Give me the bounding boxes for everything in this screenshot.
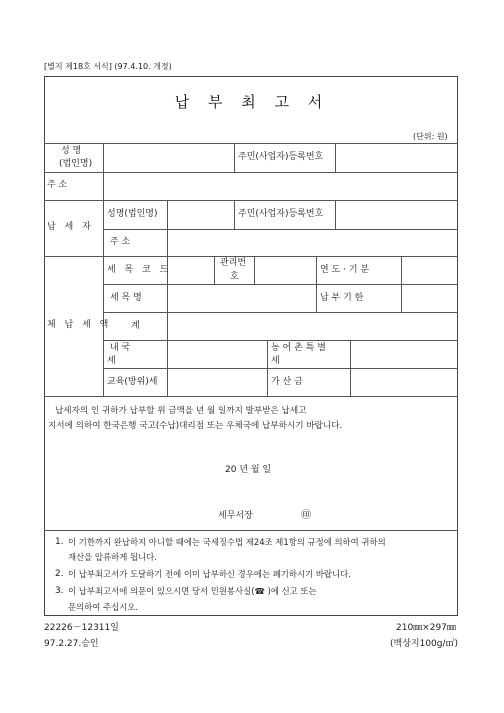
note-2-text: 이 납부최고서가 도달하기 전에 이미 납부하신 경우에는 폐기하시기 바랍니다. (68, 569, 351, 579)
name-label: 성 명 (61, 146, 82, 156)
tax-code-label: 세 목 코 드 (107, 265, 172, 275)
name-label-sub: (법인명) (59, 159, 93, 169)
arrears-label: 체 납 세 액 (47, 320, 112, 330)
mgmt-no-label: 관리번 (220, 258, 247, 268)
tax-item-label: 세 목 명 (110, 293, 142, 303)
taxpayer-reg-field[interactable] (336, 201, 457, 228)
domestic-tax-label: 내 국 (110, 343, 131, 353)
rural-tax-label: 농 어 촌 특 별 (271, 343, 326, 353)
due-date-field[interactable] (402, 285, 457, 311)
unit-label: (단위: 원) (413, 132, 448, 141)
paper-type: (백상지100g/㎡) (390, 639, 459, 649)
note-3-num: 3. (55, 586, 64, 596)
note-3-text-cont: 문의하여 주십시오. (68, 602, 139, 612)
tax-code-field[interactable] (168, 257, 213, 283)
name-field[interactable] (104, 144, 233, 171)
col-line (234, 143, 235, 172)
col-line (316, 284, 317, 312)
taxpayer-address-label: 주 소 (110, 237, 131, 247)
seal-icon: ㊞ (301, 510, 311, 521)
notice-date: 20 년 월 일 (225, 465, 272, 475)
rural-tax-label-sub: 세 (271, 356, 280, 366)
taxpayer-label: 납 세 자 (47, 222, 94, 232)
row-line (44, 396, 458, 397)
due-date-label: 납 부 기 한 (320, 293, 364, 303)
form-code: 22226－12311일 (44, 623, 119, 633)
penalty-field[interactable] (351, 369, 457, 395)
col-line (214, 256, 215, 284)
notice-line-1: 납세자의 인 귀하가 납부할 위 금액을 년 월 일까지 발부받은 납세고 (55, 406, 307, 416)
approval-date: 97.2.27.승인 (44, 639, 99, 649)
reg-number-label: 주민(사업자)등록번호 (238, 152, 324, 162)
taxpayer-reg-label: 주민(사업자)등록번호 (238, 209, 324, 219)
taxpayer-name-field[interactable] (168, 201, 233, 228)
page-title: 납 부 최 고 서 (174, 93, 330, 111)
education-tax-field[interactable] (168, 369, 266, 395)
form-header: [별지 제18호 서식] (97.4.10. 개정) (44, 62, 172, 71)
col-line (316, 256, 317, 284)
tax-item-field[interactable] (168, 285, 315, 311)
taxpayer-address-field[interactable] (168, 230, 457, 255)
domestic-tax-field[interactable] (168, 341, 266, 367)
reg-number-field[interactable] (336, 144, 457, 171)
total-field[interactable] (168, 313, 457, 339)
address-field[interactable] (104, 173, 457, 199)
mgmt-no-label-sub: 호 (230, 272, 239, 282)
year-period-field[interactable] (402, 257, 457, 283)
row-line (44, 256, 458, 257)
row-line (44, 530, 458, 531)
notice-line-2: 지서에 의하여 한국은행 국고(수납)대리점 또는 우체국에 납부하시기 바랍니다. (48, 421, 343, 431)
taxpayer-name-label: 성명(법인명) (107, 209, 158, 219)
note-1-text-cont: 재산을 압류하게 됩니다. (68, 552, 157, 562)
note-1-text: 이 기한까지 완납하지 아니할 때에는 국세징수법 제24조 제1항의 규정에 의하여 귀하의 (68, 537, 386, 547)
domestic-tax-label-sub: 세 (107, 356, 116, 366)
note-2-num: 2. (55, 569, 64, 579)
paper-size: 210㎜×297㎜ (396, 623, 456, 633)
tax-office-chief: 세무서장 (218, 511, 253, 521)
col-line (234, 200, 235, 229)
year-period-label: 연 도 · 기 분 (320, 265, 370, 275)
note-1-num: 1. (55, 537, 64, 547)
col-line (267, 340, 268, 396)
mgmt-no-field[interactable] (255, 257, 315, 283)
penalty-label: 가 산 금 (271, 377, 303, 387)
total-label: 계 (131, 321, 140, 331)
education-tax-label: 교육(방위)세 (107, 377, 158, 387)
note-3-text: 이 납부최고서에 의문이 있으시면 당서 민원봉사실(☎ )에 신고 또는 (68, 586, 317, 596)
address-label: 주 소 (47, 180, 68, 190)
rural-tax-field[interactable] (351, 341, 457, 367)
